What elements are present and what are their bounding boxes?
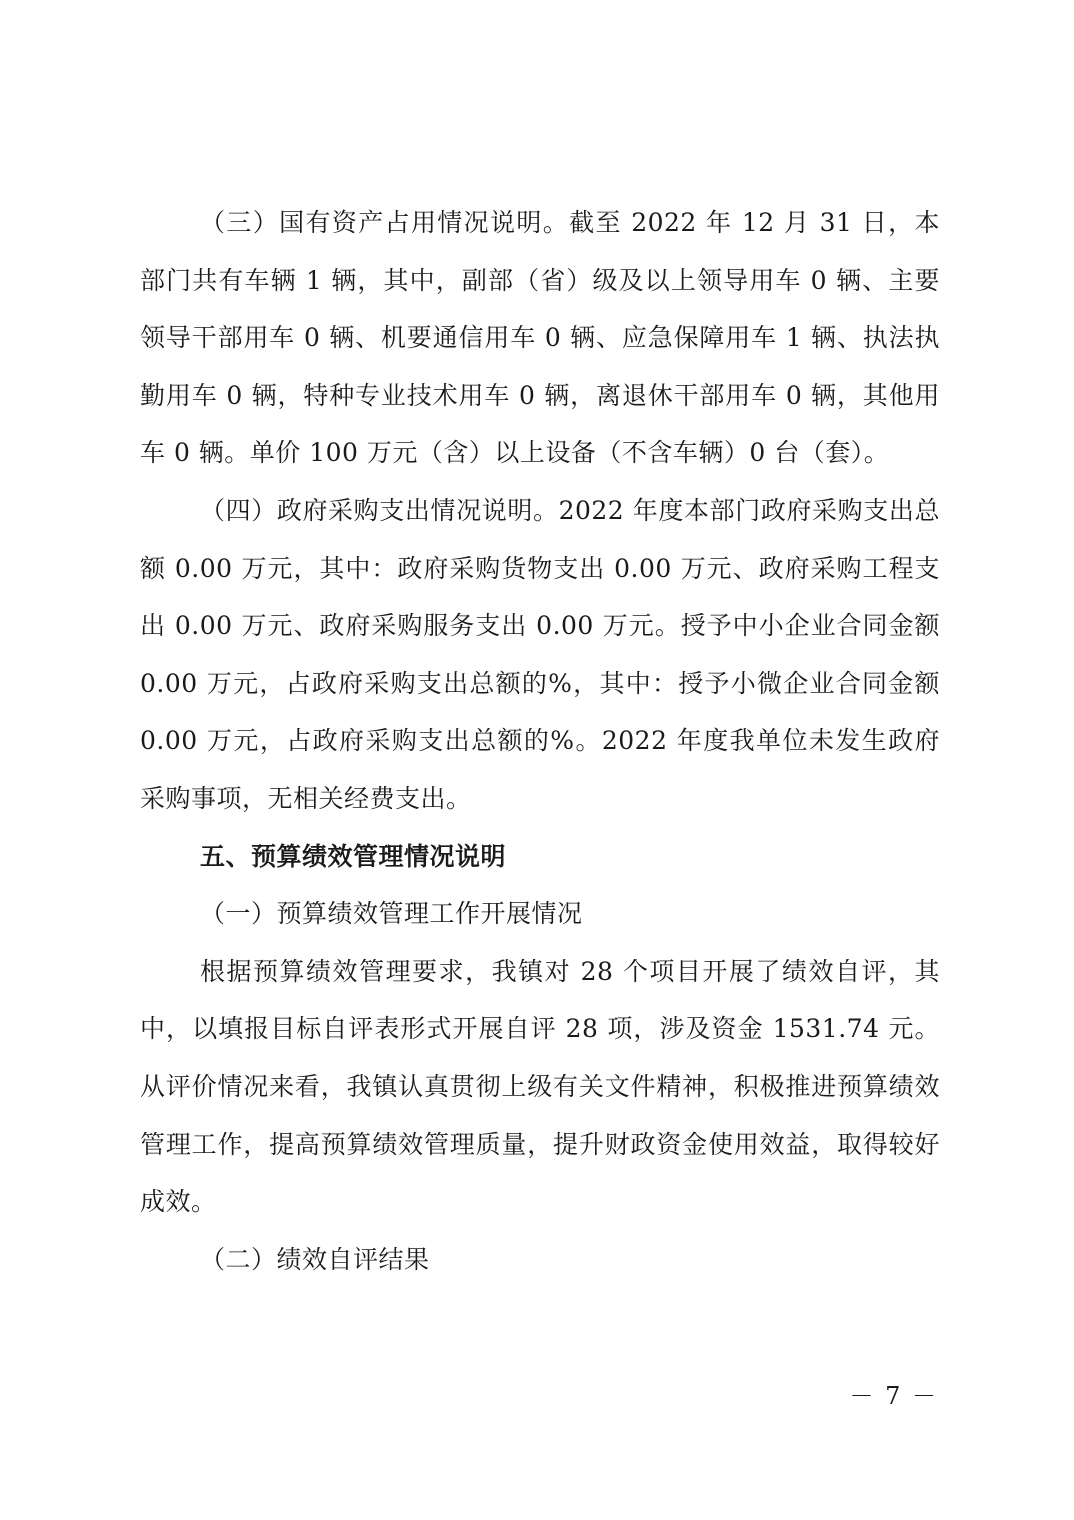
- page-body: [140, 194, 940, 1288]
- subsection-one-heading: （一）预算绩效管理工作开展情况: [200, 899, 583, 929]
- performance-paragraph: 根据预算绩效管理要求，我镇对 28 个项目开展了绩效自评，其中，以填报目标自评表形式开展自评 28 项，涉及资金 1531.74 元。从评价情况来看，我镇认真贯彻上级有关文件精神，积极推进预算绩效管理工作，提高预算绩效管理质量，提升财政资金使用效益，取得较好成效。: [140, 956, 940, 1217]
- section-five-heading: 五、预算绩效管理情况说明: [200, 841, 507, 871]
- subsection-two-heading: （二）绩效自评结果: [200, 1244, 430, 1274]
- page-number: － 7 －: [849, 1382, 938, 1410]
- state-assets-paragraph: （三）国有资产占用情况说明。截至 2022 年 12 月 31 日，本部门共有车辆 1 辆，其中，副部（省）级及以上领导用车 0 辆、主要领导干部用车 0 辆、机要通信用车 0 辆、应急保障用车 1 辆、执法执勤用车 0 辆，特种专业技术用车 0 辆，离退休干部用车 0 辆，其他用车 0 辆。单价 100 万元（含）以上设备（不含车辆）0 台（套）。: [140, 208, 940, 468]
- procurement-paragraph: （四）政府采购支出情况说明。2022 年度本部门政府采购支出总额 0.00 万元，其中：政府采购货物支出 0.00 万元、政府采购工程支出 0.00 万元、政府采购服务支出 0.00 万元。授予中小企业合同金额 0.00 万元，占政府采购支出总额的%，其中：授予小微企业合同金额 0.00 万元，占政府采购支出总额的%。2022 年度我单位未发生政府采购事项，无相关经费支出。: [140, 495, 940, 813]
